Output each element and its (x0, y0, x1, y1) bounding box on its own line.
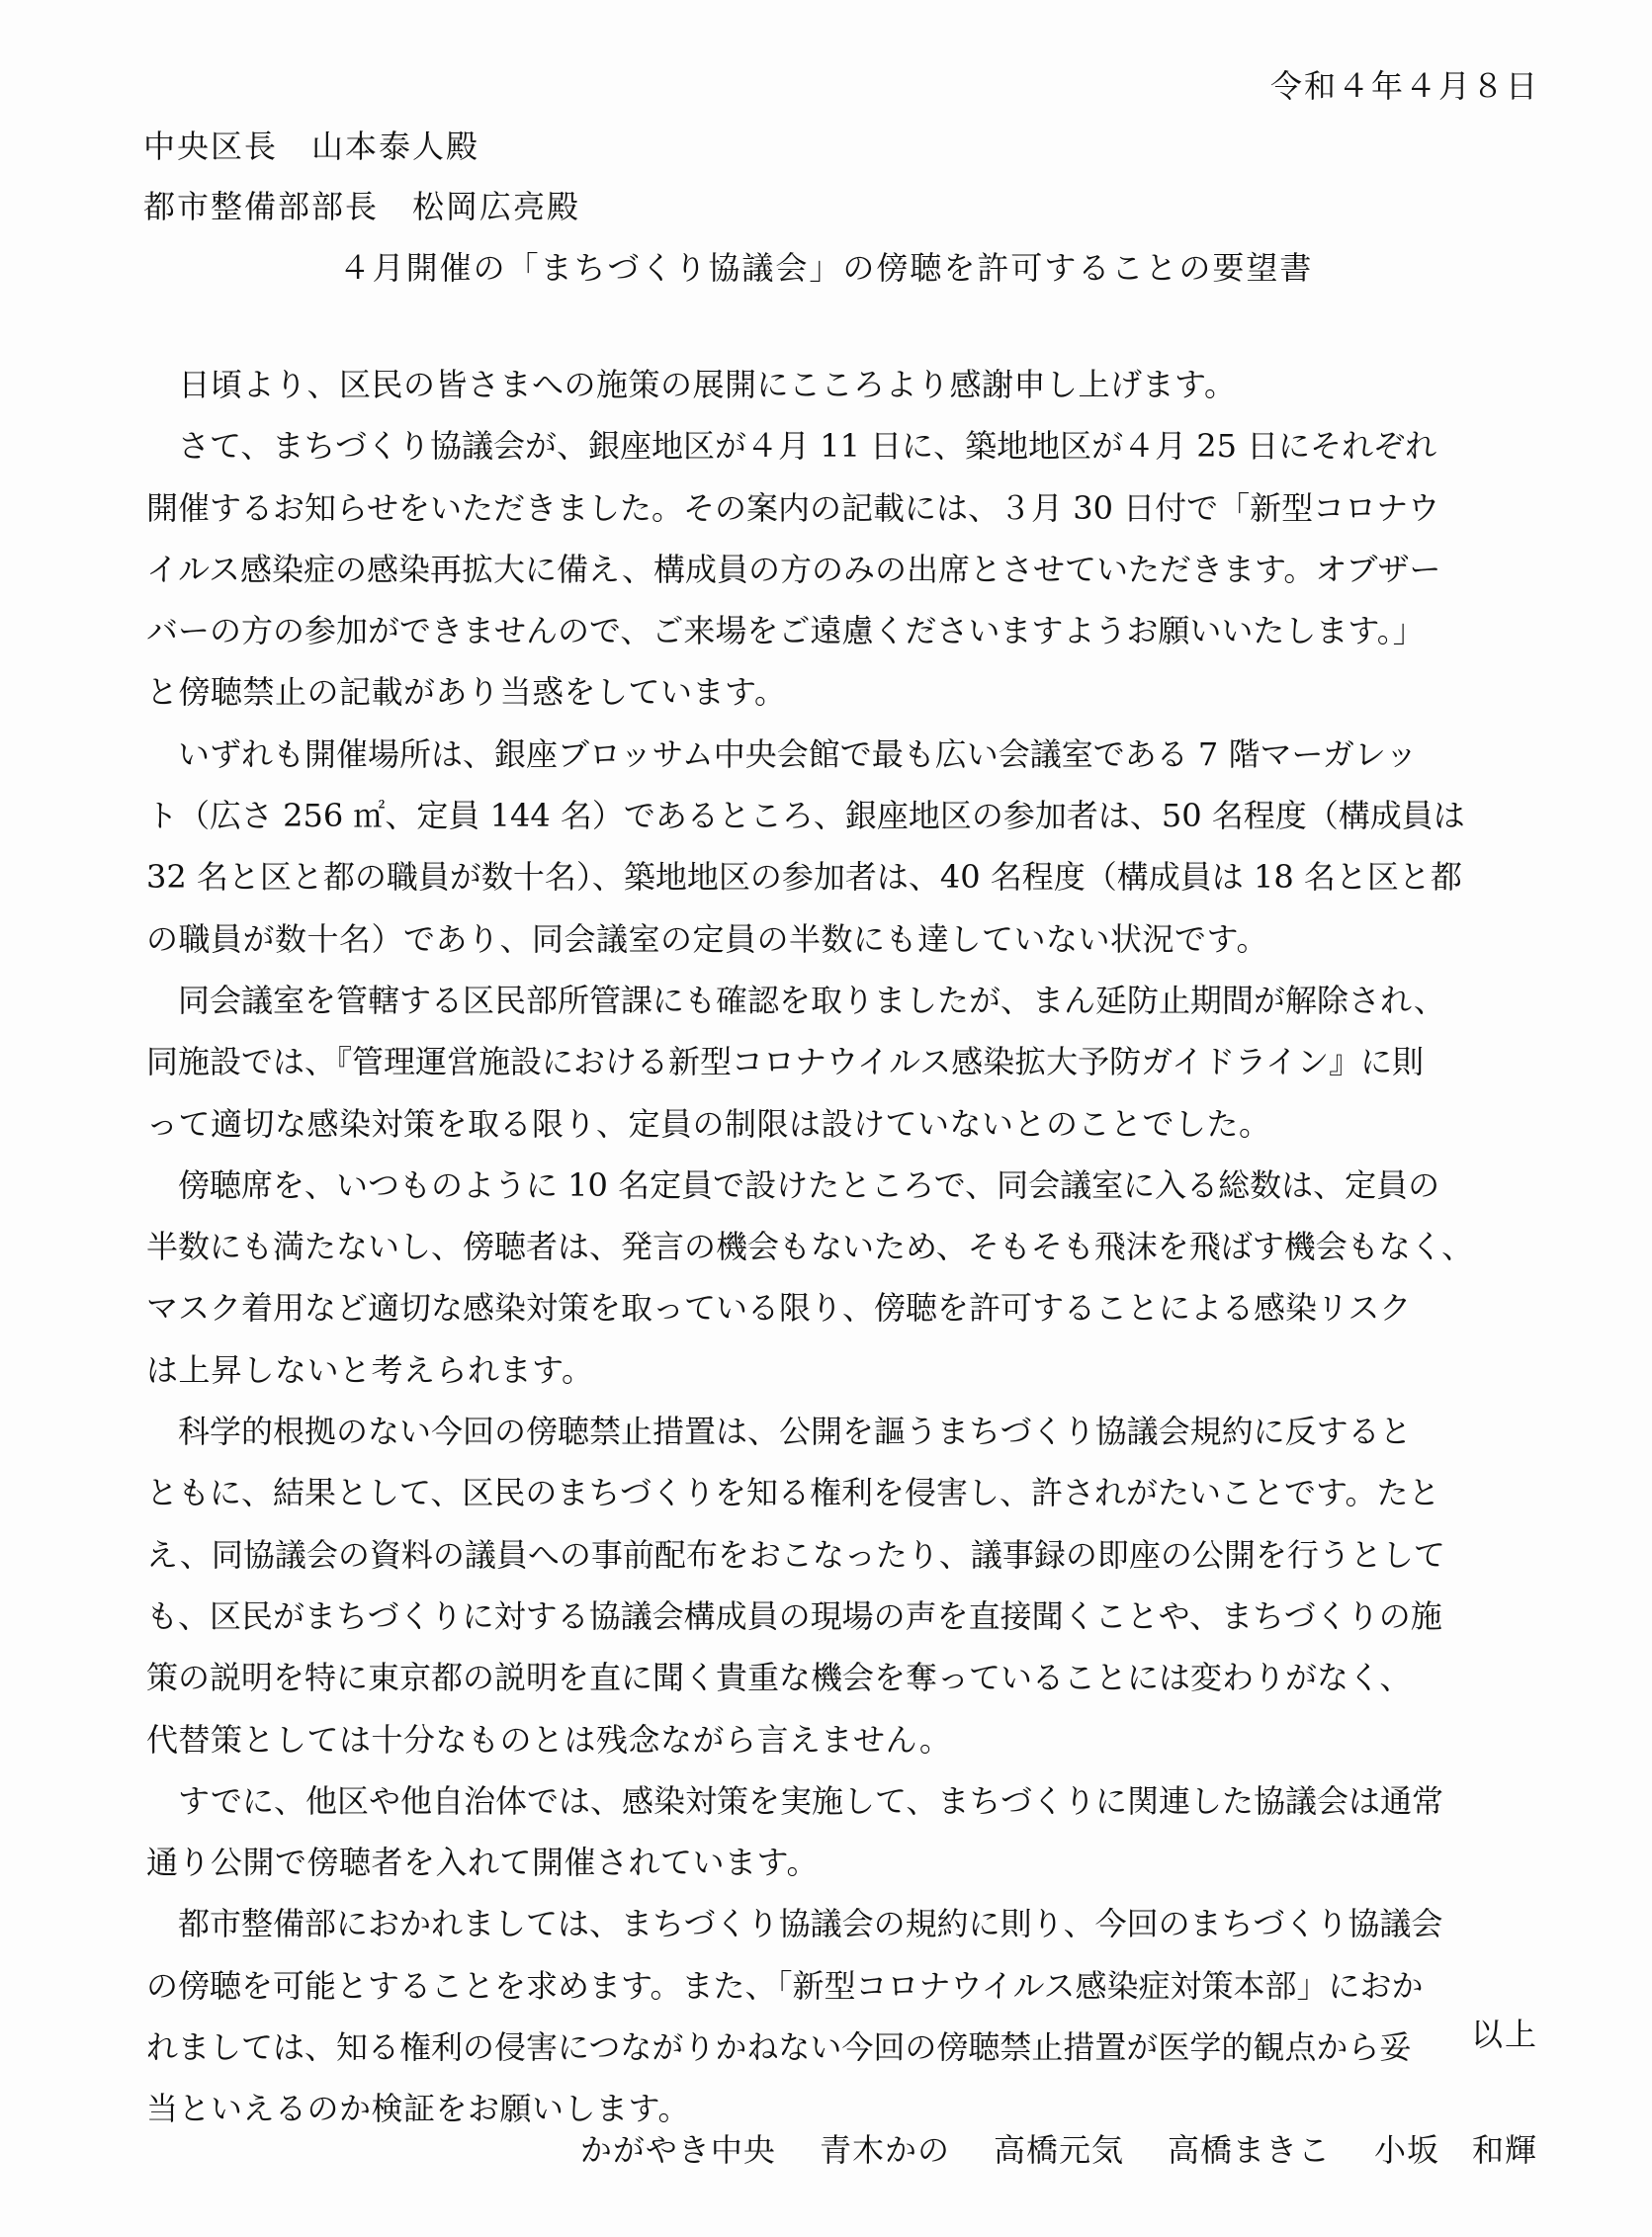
body-line: 半数にも満たないし、傍聴者は、発言の機会もないため、そもそも飛沫を飛ばす機会もなく、 (146, 1228, 1474, 1266)
signature-name: 高橋元気 (993, 2131, 1124, 2169)
body-line: 当といえるのか検証をお願いします。 (146, 2090, 690, 2128)
signature-line (580, 2125, 1537, 2171)
body-line: ともに、結果として、区民のまちづくりを知る権利を侵害し、許されがたいことです。たと (146, 1474, 1440, 1512)
body-line: 通り公開で傍聴者を入れて開催されています。 (146, 1844, 819, 1882)
body-line: の職員が数十名）であり、同会議室の定員の半数にも達していない状況です。 (146, 919, 1268, 958)
body-line: イルス感染症の感染再拡大に備え、構成員の方のみの出席とさせていただきます。オブザー (146, 550, 1441, 588)
document-title: ４月開催の「まちづくり協議会」の傍聴を許可することの要望書 (338, 249, 1314, 287)
body-line: の傍聴を可能とすることを求めます。また、「新型コロナウイルス感染症対策本部」におか (146, 1966, 1424, 2005)
body-line: 策の説明を特に東京都の説明を直に聞く貴重な機会を奪っていることには変わりがなく、 (146, 1659, 1412, 1697)
addressee-2: 都市整備部部長 松岡広亮殿 (143, 188, 581, 225)
body-line: マスク着用など適切な感染対策を取っている限り、傍聴を許可することによる感染リスク (146, 1289, 1412, 1328)
body-line: え、同協議会の資料の議員への事前配布をおこなったり、議事録の即座の公開を行うとして (146, 1535, 1445, 1574)
body-line: 都市整備部におかれましては、まちづくり協議会の規約に則り、今回のまちづくり協議会 (146, 1905, 1443, 1943)
body-line: いずれも開催場所は、銀座ブロッサム中央会館で最も広い会議室である 7 階マーガレッ (146, 734, 1418, 773)
body-line: って適切な感染対策を取る限り、定員の制限は設けていないとのことでした。 (146, 1104, 1271, 1143)
signature-name: 高橋まきこ (1167, 2131, 1331, 2169)
body-line: バーの方の参加ができませんので、ご来場をご遠慮くださいますようお願いいたします。」 (146, 612, 1425, 650)
document-date: 令和４年４月８日 (1269, 67, 1539, 105)
body-line: 同会議室を管轄する区民部所管課にも確認を取りましたが、まん延防止期間が解除され、 (146, 981, 1445, 1019)
body-line: れましては、知る権利の侵害につながりかねない今回の傍聴禁止措置が医学的観点から妥 (146, 2028, 1412, 2067)
body-line: 32 名と区と都の職員が数十名）、築地地区の参加者は、40 名程度（構成員は 18 名と区と都 (146, 858, 1462, 897)
body-line: さて、まちづくり協議会が、銀座地区が４月 11 日に、築地地区が４月 25 日にそれぞれ (146, 427, 1437, 466)
body-line: すでに、他区や他自治体では、感染対策を実施して、まちづくりに関連した協議会は通常 (146, 1781, 1444, 1820)
document-body (146, 354, 1550, 2140)
body-line: も、区民がまちづくりに対する協議会構成員の現場の声を直接聞くことや、まちづくりの施 (146, 1596, 1442, 1635)
signature-name: 青木かの (819, 2131, 950, 2169)
body-line: は上昇しないと考えられます。 (146, 1350, 594, 1389)
body-line: 同施設では、『管理運営施設における新型コロナウイルス感染拡大予防ガイドライン』に則 (146, 1043, 1425, 1081)
addressee-1: 中央区長 山本泰人殿 (143, 128, 480, 165)
closing-mark: 以上 (1470, 2016, 1538, 2053)
body-line: ト（広さ 256 ㎡、定員 144 名）であるところ、銀座地区の参加者は、50 名程度（構成員は (146, 797, 1465, 835)
body-line: 開催するお知らせをいただきました。その案内の記載には、３月 30 日付で「新型コロナウ (146, 488, 1440, 527)
signature-group: かがやき中央 (579, 2131, 776, 2169)
body-line: 日頃より、区民の皆さまへの施策の展開にこころより感謝申し上げます。 (146, 366, 1237, 403)
body-line: 傍聴席を、いつものように 10 名定員で設けたところで、同会議室に入る総数は、定員の (146, 1165, 1440, 1204)
body-line: と傍聴禁止の記載があり当惑をしています。 (146, 673, 787, 712)
body-line: 代替策としては十分なものとは残念ながら言えません。 (146, 1720, 952, 1759)
body-line: 科学的根拠のない今回の傍聴禁止措置は、公開を謳うまちづくり協議会規約に反すると (146, 1413, 1412, 1451)
signature-name: 小坂 和輝 (1373, 2131, 1537, 2169)
